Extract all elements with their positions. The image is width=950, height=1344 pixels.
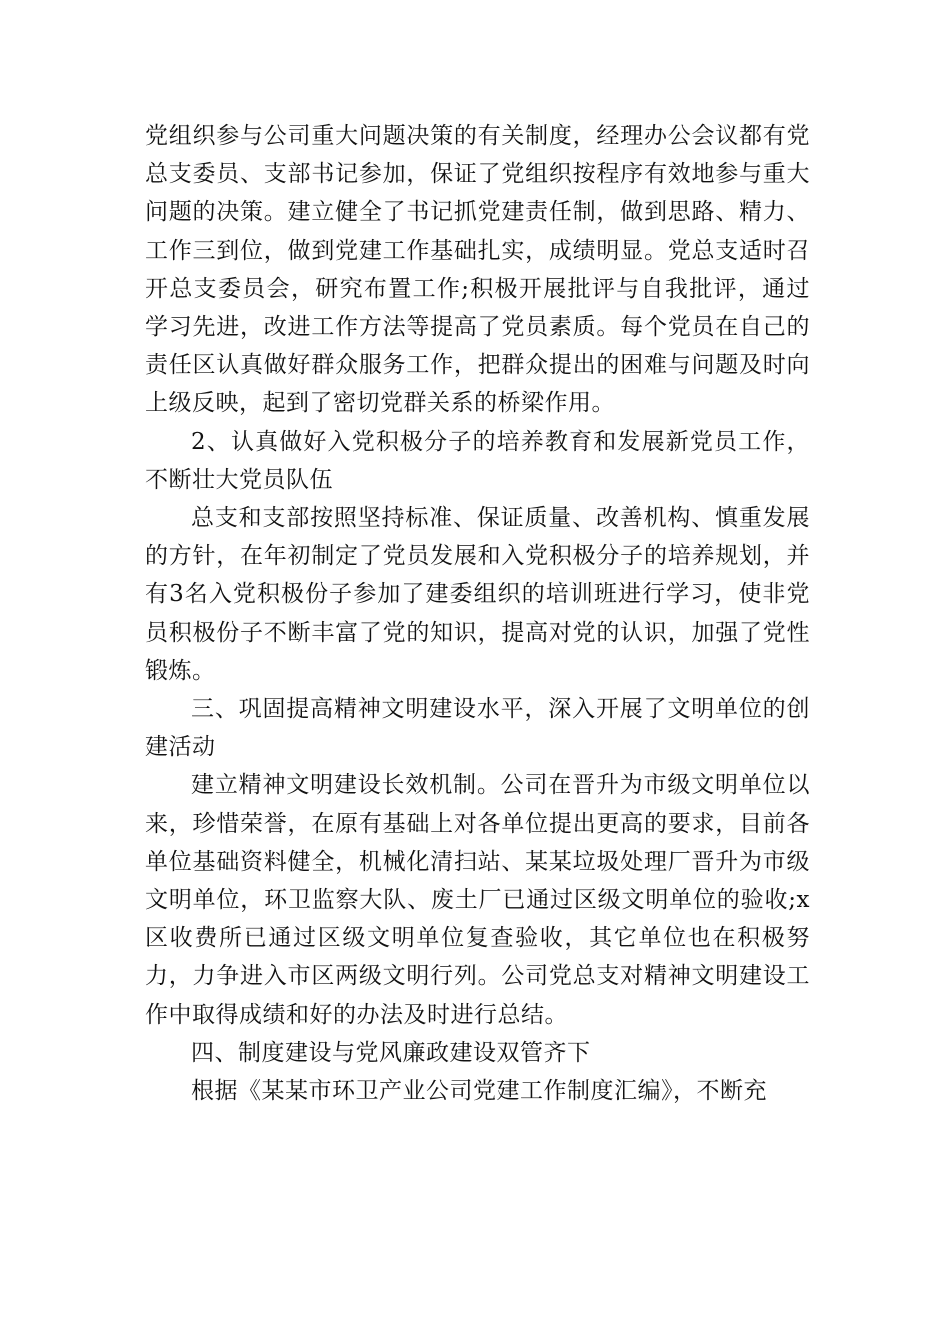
- document-page: [145, 117, 810, 1110]
- section-heading-3: 三、巩固提高精神文明建设水平，深入开展了文明单位的创建活动: [145, 696, 810, 761]
- section-heading-4: 四、制度建设与党风廉政建设双管齐下: [191, 1039, 591, 1066]
- section-heading-2: 2、认真做好入党积极分子的培养教育和发展新党员工作，不断壮大党员队伍: [145, 428, 810, 493]
- paragraph-party-decision: 党组织参与公司重大问题决策的有关制度，经理办公会议都有党总支委员、支部书记参加，保证了党组织按程序有效地参与重大问题的决策。建立健全了书记抓党建责任制，做到思路、精力、工作三到位，做到党建工作基础扎实，成绩明显。党总支适时召开总支委员会，研究布置工作;积极开展批评与自我批评，通过学习先进，改进工作方法等提高了党员素质。每个党员在自己的责任区认真做好群众服务工作，把群众提出的困难与问题及时向上级反映，起到了密切党群关系的桥梁作用。: [145, 123, 810, 417]
- paragraph-member-development: 总支和支部按照坚持标准、保证质量、改善机构、慎重发展的方针，在年初制定了党员发展和入党积极分子的培养规划，并有3名入党积极份子参加了建委组织的培训班进行学习，使非党员积极份子不断丰富了党的知识，提高对党的认识，加强了党性锻炼。: [145, 505, 810, 684]
- paragraph-civilization-building: 建立精神文明建设长效机制。公司在晋升为市级文明单位以来，珍惜荣誉，在原有基础上对各单位提出更高的要求，目前各单位基础资料健全，机械化清扫站、某某垃圾处理厂晋升为市级文明单位，环卫监察大队、废土厂已通过区级文明单位的验收;x区收费所已通过区级文明单位复查验收，其它单位也在积极努力，力争进入市区两级文明行列。公司党总支对精神文明建设工作中取得成绩和好的办法及时进行总结。: [145, 772, 810, 1028]
- paragraph-system-building: 根据《某某市环卫产业公司党建工作制度汇编》，不断充: [191, 1078, 767, 1105]
